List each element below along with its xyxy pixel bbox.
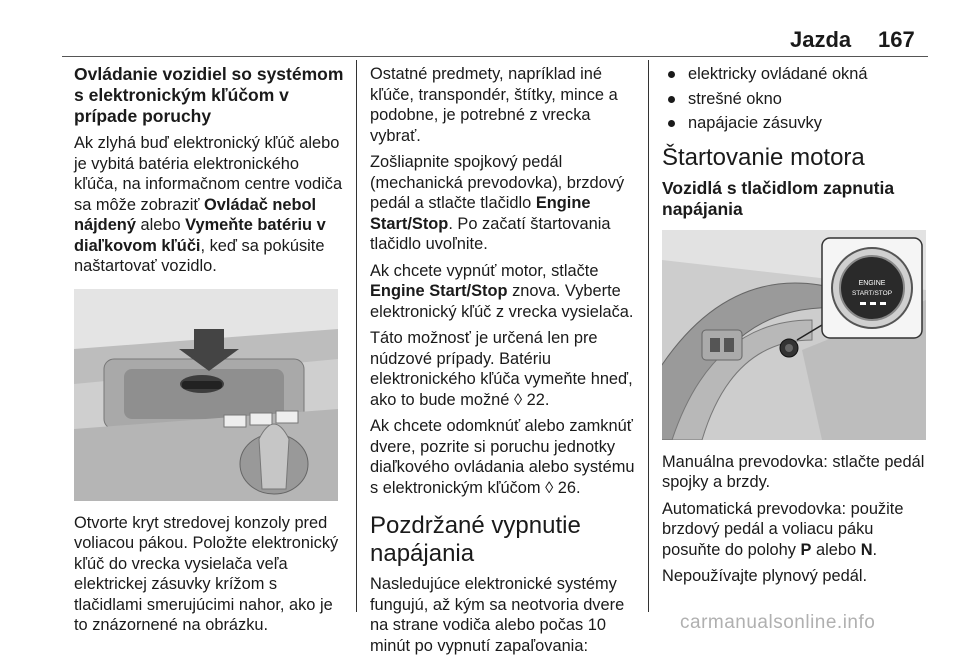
text: . Po začatí štartovania tlačidlo uvoľnite.: [370, 214, 611, 253]
paragraph-instructions: Otvorte kryt stredovej konzoly pred voliacou pákou. Položte elektronický kľúč do vrecka vysielača veľa elektrickej zásuvky krížom s tlačidlami smerujúcimi nahor, ako je to znázornené na obrázku.: [74, 513, 339, 634]
text: Automatická prevodovka: použite brzdový pedál a voliacu páku posuňte do polohy: [662, 499, 904, 559]
column-2: [370, 64, 638, 662]
paragraph-automatic-transmission: [662, 499, 932, 561]
heading-delayed-power-off: Pozdržané vypnutie napájania: [370, 512, 581, 567]
list-item-label: napájacie zásuvky: [688, 114, 822, 132]
list-item-label: elektricky ovládané okná: [688, 65, 868, 83]
bullet-icon: [668, 71, 675, 78]
steering-wheel-start-button-illustration: [662, 230, 926, 440]
center-console-illustration: [74, 289, 338, 501]
subheading-power-button-vehicles: Vozidlá s tlačidlom zapnutia napájania: [662, 177, 895, 219]
text: , keď sa pokúsite naštartovať vozidlo.: [74, 236, 325, 275]
text: alebo: [135, 216, 186, 234]
paragraph-other-objects: Ostatné predmety, napríklad iné kľúče, transpondér, štítky, mince a podobne, je potrebné z vrecka vybrať.: [370, 65, 618, 145]
heading-emergency-operation: Ovládanie vozidiel so systémom s elektronickým kľúčom v prípade poruchy: [74, 64, 344, 126]
column-divider-2: [648, 60, 649, 612]
section-title: Jazda: [790, 27, 852, 52]
paragraph-manual-transmission: Manuálna prevodovka: stlačte pedál spojky a brzdy.: [662, 452, 925, 491]
paragraph-stop-engine: [370, 261, 638, 323]
text: Ak chcete vypnúť motor, stlačte: [370, 261, 599, 280]
watermark: carmanualsonline.info: [680, 612, 876, 633]
paragraph-start-procedure: [370, 152, 638, 255]
paragraph-key-failure: [74, 133, 346, 277]
heading-starting-engine: Štartovanie motora: [662, 143, 865, 171]
engine-button-label-1: ENGINE: [858, 279, 886, 287]
bullet-icon: [668, 96, 675, 103]
gear-n: N: [860, 540, 873, 559]
text: Zošliapnite spojkový pedál (mechanická prevodovka), brzdový pedál a stlačte tlačidlo: [370, 153, 625, 212]
text: znova. Vyberte elektronický kľúč z vrecka vysielača.: [370, 282, 634, 321]
text: Ak zlyhá buď elektronický kľúč alebo je vybitá batéria elektronického kľúča, na informačnom centre vodiča sa môže zobraziť: [74, 134, 343, 214]
gear-p: P: [800, 540, 812, 559]
message-not-found: Ovládač nebol nájdený: [74, 195, 317, 234]
paragraph-delayed-systems: Nasledujúce elektronické systémy fungujú, až kým sa neotvoria dvere na strane vodiča alebo počas 10 minút po vypnutí zapaľovania:: [370, 575, 625, 655]
text: .: [872, 540, 878, 559]
paragraph-lock-unlock: Ak chcete odomknúť alebo zamknúť dvere, pozrite si poruchu jednotky diaľkového ovládania alebo systému s elektronickým kľúčom ◊ 26.: [370, 417, 635, 497]
paragraph-emergency-note: Táto možnosť je určená len pre núdzové prípady. Batériu elektronického kľúča vymeňte hneď, ako to bude možné ◊ 22.: [370, 329, 633, 409]
list-item: [662, 89, 932, 110]
text: alebo: [811, 540, 861, 559]
button-name: Engine Start/Stop: [370, 282, 508, 300]
column-1: [74, 64, 346, 642]
page-header: [0, 0, 960, 58]
button-name: Engine Start/Stop: [370, 194, 591, 233]
list-item: [662, 113, 932, 134]
header-rule: [62, 56, 928, 57]
bullet-icon: [668, 120, 675, 127]
column-3: [662, 64, 932, 593]
message-replace-battery: Vymeňte batériu v diaľkovom kľúči: [74, 216, 326, 255]
systems-list: [662, 64, 932, 134]
paragraph-no-accelerator: Nepoužívajte plynový pedál.: [662, 567, 868, 585]
page-number: 167: [878, 27, 915, 52]
engine-button-label-2: START/STOP: [851, 289, 893, 297]
list-item: [662, 64, 932, 85]
column-divider-1: [356, 60, 357, 612]
list-item-label: strešné okno: [688, 89, 782, 108]
